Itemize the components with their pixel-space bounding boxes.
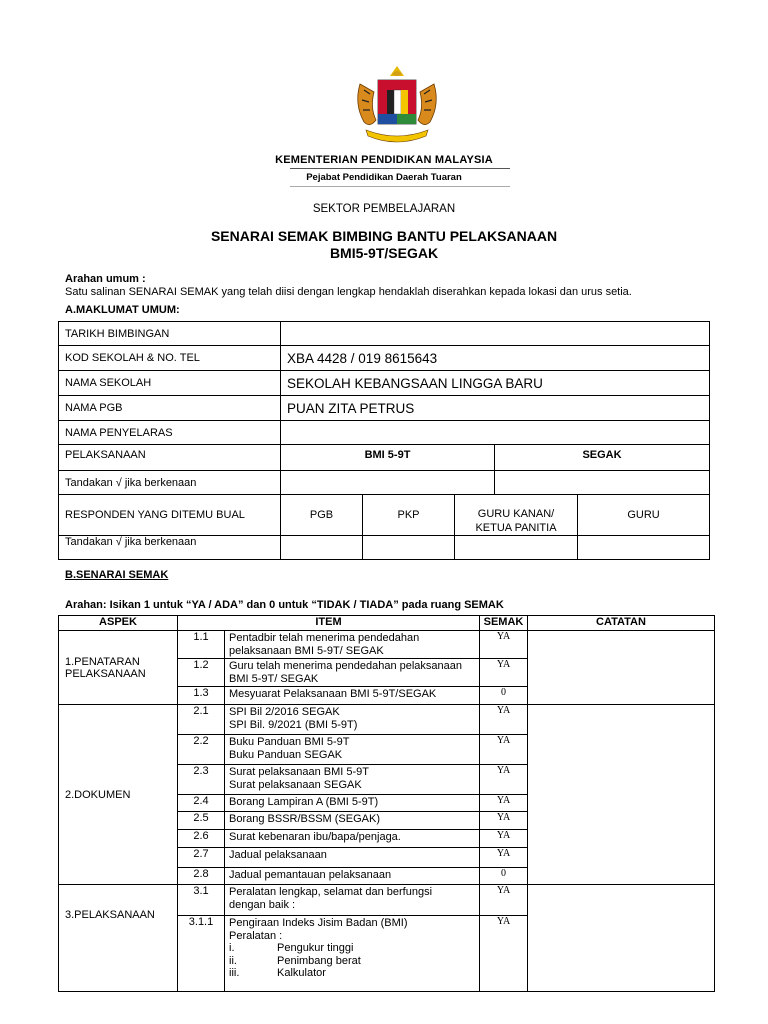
item-text: Borang Lampiran A (BMI 5-9T): [225, 795, 480, 812]
item-no: 1.2: [178, 659, 225, 687]
tick-guru-kanan-cell[interactable]: [455, 536, 578, 560]
tick-pkp-cell[interactable]: [363, 536, 455, 560]
nama-penyelaras-field[interactable]: [281, 421, 710, 445]
catatan-cell[interactable]: [528, 631, 715, 705]
item-text: Buku Panduan BMI 5-9T Buku Panduan SEGAK: [225, 735, 480, 765]
tick-bmi-cell[interactable]: [281, 471, 495, 495]
semak-cell[interactable]: 0: [480, 687, 528, 705]
item-text: Jadual pelaksanaan: [225, 848, 480, 868]
sector-label: SEKTOR PEMBELAJARAN: [312, 203, 456, 215]
item-text: Mesyuarat Pelaksanaan BMI 5-9T/SEGAK: [225, 687, 480, 705]
malaysia-crest-icon: [350, 64, 444, 148]
section-a-heading: A.MAKLUMAT UMUM:: [65, 304, 180, 316]
item-no: 3.1.1: [178, 916, 225, 992]
office-name: Pejabat Pendidikan Daerah Tuaran: [306, 172, 462, 183]
info-label: TARIKH BIMBINGAN: [59, 322, 281, 346]
instructions-heading: Arahan umum :: [65, 273, 146, 285]
header-rule-2: [290, 186, 510, 187]
tick-guru-cell[interactable]: [578, 536, 710, 560]
semak-cell[interactable]: YA: [480, 812, 528, 830]
pelaksanaan-label: PELAKSANAAN: [59, 445, 281, 471]
semak-cell[interactable]: YA: [480, 659, 528, 687]
document-subtitle: BMI5-9T/SEGAK: [329, 245, 439, 261]
semak-cell[interactable]: YA: [480, 705, 528, 735]
responden-pgb: PGB: [281, 495, 363, 536]
instructions-text: Satu salinan SENARAI SEMAK yang telah diisi dengan lengkap hendaklah diserahkan kepada lokasi dan urus setia.: [65, 286, 632, 298]
col-aspek: ASPEK: [59, 616, 178, 631]
item-text: Guru telah menerima pendedahan pelaksanaan BMI 5-9T/ SEGAK: [225, 659, 480, 687]
aspek-cell: 2.DOKUMEN: [59, 705, 178, 885]
responden-guru-kanan: GURU KANAN/ KETUA PANITIA: [455, 495, 578, 536]
semak-cell[interactable]: YA: [480, 631, 528, 659]
item-text: Peralatan lengkap, selamat dan berfungsi dengan baik :: [225, 885, 480, 916]
info-label: NAMA SEKOLAH: [59, 371, 281, 396]
kod-sekolah-field[interactable]: XBA 4428 / 019 8615643: [281, 346, 710, 371]
semak-cell[interactable]: YA: [480, 848, 528, 868]
section-b-heading: B.SENARAI SEMAK: [65, 569, 169, 581]
col-semak: SEMAK: [480, 616, 528, 631]
header-rule: [290, 168, 510, 169]
item-no: 2.1: [178, 705, 225, 735]
item-no: 2.8: [178, 868, 225, 885]
item-text: Pengiraan Indeks Jisim Badan (BMI) Peralatan : i. Pengukur tinggi ii. Penimbang berat iii. Kalkulator: [225, 916, 480, 992]
semak-cell[interactable]: YA: [480, 795, 528, 812]
item-no: 2.3: [178, 765, 225, 795]
item-text: Borang BSSR/BSSM (SEGAK): [225, 812, 480, 830]
responden-label: RESPONDEN YANG DITEMU BUAL: [59, 495, 281, 536]
col-item: ITEM: [178, 616, 480, 631]
document-title: SENARAI SEMAK BIMBING BANTU PELAKSANAAN: [210, 228, 558, 244]
semak-cell[interactable]: YA: [480, 735, 528, 765]
nama-pgb-field[interactable]: PUAN ZITA PETRUS: [281, 396, 710, 421]
responden-guru: GURU: [578, 495, 710, 536]
section-b-instruction: Arahan: Isikan 1 untuk “YA / ADA” dan 0 untuk “TIDAK / TIADA” pada ruang SEMAK: [65, 599, 504, 611]
item-no: 2.6: [178, 830, 225, 848]
option-segak: SEGAK: [495, 445, 710, 471]
semak-cell[interactable]: YA: [480, 830, 528, 848]
tick-note-2: Tandakan √ jika berkenaan: [59, 536, 281, 560]
item-no: 2.4: [178, 795, 225, 812]
semak-cell[interactable]: YA: [480, 765, 528, 795]
option-bmi: BMI 5-9T: [281, 445, 495, 471]
general-info-table: [58, 321, 710, 560]
item-no: 1.3: [178, 687, 225, 705]
catatan-cell[interactable]: [528, 705, 715, 885]
item-text: Pentadbir telah menerima pendedahan pelaksanaan BMI 5-9T/ SEGAK: [225, 631, 480, 659]
item-text: Surat kebenaran ibu/bapa/penjaga.: [225, 830, 480, 848]
tick-segak-cell[interactable]: [495, 471, 710, 495]
item-no: 2.7: [178, 848, 225, 868]
ministry-name: KEMENTERIAN PENDIDIKAN MALAYSIA: [275, 154, 493, 166]
catatan-cell[interactable]: [528, 885, 715, 992]
item-text: SPI Bil 2/2016 SEGAK SPI Bil. 9/2021 (BMI 5-9T): [225, 705, 480, 735]
semak-cell[interactable]: YA: [480, 885, 528, 916]
semak-cell[interactable]: YA: [480, 916, 528, 992]
col-catatan: CATATAN: [528, 616, 715, 631]
info-label: KOD SEKOLAH & NO. TEL: [59, 346, 281, 371]
aspek-cell: 3.PELAKSANAAN: [59, 885, 178, 992]
item-text: Jadual pemantauan pelaksanaan: [225, 868, 480, 885]
checklist-table: [58, 615, 715, 992]
item-no: 3.1: [178, 885, 225, 916]
item-text: Surat pelaksanaan BMI 5-9T Surat pelaksanaan SEGAK: [225, 765, 480, 795]
info-label: NAMA PGB: [59, 396, 281, 421]
item-no: 1.1: [178, 631, 225, 659]
nama-sekolah-field[interactable]: SEKOLAH KEBANGSAAN LINGGA BARU: [281, 371, 710, 396]
item-no: 2.2: [178, 735, 225, 765]
item-no: 2.5: [178, 812, 225, 830]
info-label: NAMA PENYELARAS: [59, 421, 281, 445]
aspek-cell: 1.PENATARAN PELAKSANAAN: [59, 631, 178, 705]
tarikh-field[interactable]: [281, 322, 710, 346]
semak-cell[interactable]: 0: [480, 868, 528, 885]
tick-pgb-cell[interactable]: [281, 536, 363, 560]
tick-note: Tandakan √ jika berkenaan: [59, 471, 281, 495]
responden-pkp: PKP: [363, 495, 455, 536]
